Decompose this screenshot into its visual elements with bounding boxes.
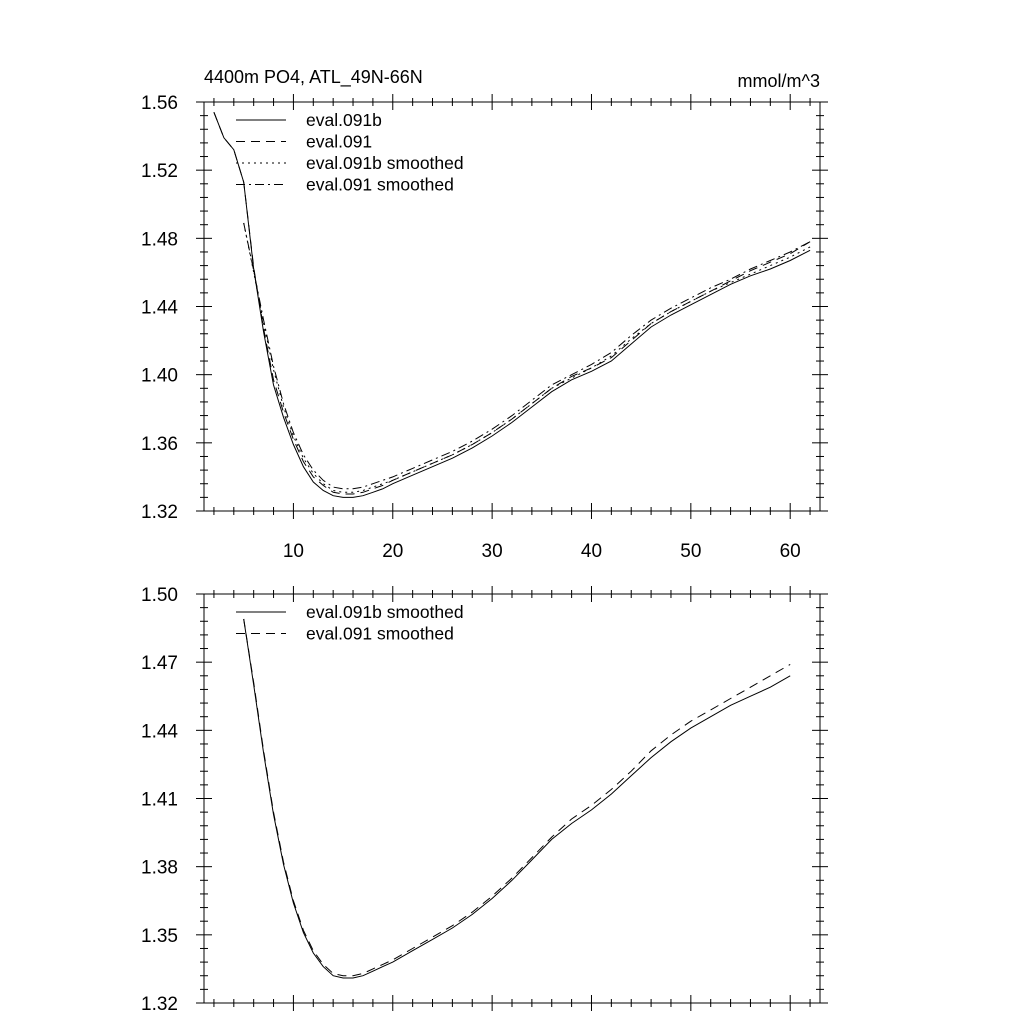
top-series-line bbox=[244, 223, 810, 492]
bottom-series-line bbox=[244, 619, 791, 978]
top-x-tick-label: 10 bbox=[282, 541, 304, 562]
top-chart-units: mmol/m^3 bbox=[737, 71, 820, 91]
top-x-ticks bbox=[283, 541, 801, 562]
top-y-tick-label: 1.44 bbox=[141, 297, 178, 319]
top-chart-title: 4400m PO4, ATL_49N-66N bbox=[204, 67, 423, 87]
bottom-y-tick-label: 1.44 bbox=[141, 721, 178, 743]
bottom-series-line bbox=[244, 619, 791, 976]
top-x-tick-label: 30 bbox=[481, 541, 503, 562]
top-legend-label: eval.091b bbox=[306, 110, 382, 130]
bottom-chart bbox=[141, 585, 828, 1015]
top-y-tick-label: 1.40 bbox=[141, 365, 178, 387]
bottom-legend-label: eval.091 smoothed bbox=[306, 623, 454, 644]
top-plot-frame bbox=[204, 102, 820, 511]
bottom-legend-label: eval.091b smoothed bbox=[306, 602, 464, 622]
bottom-y-tick-label: 1.35 bbox=[141, 925, 178, 947]
bottom-y-ticks bbox=[141, 585, 178, 1015]
top-legend-label: eval.091b smoothed bbox=[306, 153, 464, 173]
bottom-y-tick-label: 1.50 bbox=[141, 585, 178, 606]
top-x-tick-label: 20 bbox=[382, 541, 404, 562]
top-y-tick-label: 1.48 bbox=[141, 229, 178, 251]
top-legend-label: eval.091 bbox=[306, 131, 373, 152]
top-series-line bbox=[214, 112, 810, 494]
top-x-tick-label: 60 bbox=[779, 541, 801, 562]
top-y-tick-label: 1.52 bbox=[141, 161, 178, 183]
bottom-y-tick-label: 1.41 bbox=[141, 789, 178, 811]
bottom-y-tick-label: 1.32 bbox=[141, 994, 178, 1015]
top-y-tick-label: 1.32 bbox=[141, 502, 178, 523]
top-minor-ticks bbox=[196, 94, 828, 519]
top-x-tick-label: 40 bbox=[580, 541, 603, 562]
top-series-line bbox=[244, 223, 810, 489]
bottom-y-tick-label: 1.47 bbox=[141, 653, 178, 675]
top-x-tick-label: 50 bbox=[680, 541, 702, 562]
top-y-ticks bbox=[141, 93, 178, 523]
top-chart bbox=[141, 67, 828, 562]
top-series bbox=[214, 112, 810, 497]
bottom-y-tick-label: 1.38 bbox=[141, 857, 178, 879]
bottom-plot-frame bbox=[204, 594, 820, 1003]
top-series-line bbox=[214, 112, 810, 497]
bottom-series bbox=[244, 619, 791, 978]
top-legend bbox=[236, 110, 464, 195]
bottom-minor-ticks bbox=[196, 586, 828, 1011]
bottom-legend bbox=[236, 602, 464, 644]
top-legend-label: eval.091 smoothed bbox=[306, 174, 454, 195]
top-y-tick-label: 1.36 bbox=[141, 433, 178, 455]
top-y-tick-label: 1.56 bbox=[141, 93, 178, 114]
